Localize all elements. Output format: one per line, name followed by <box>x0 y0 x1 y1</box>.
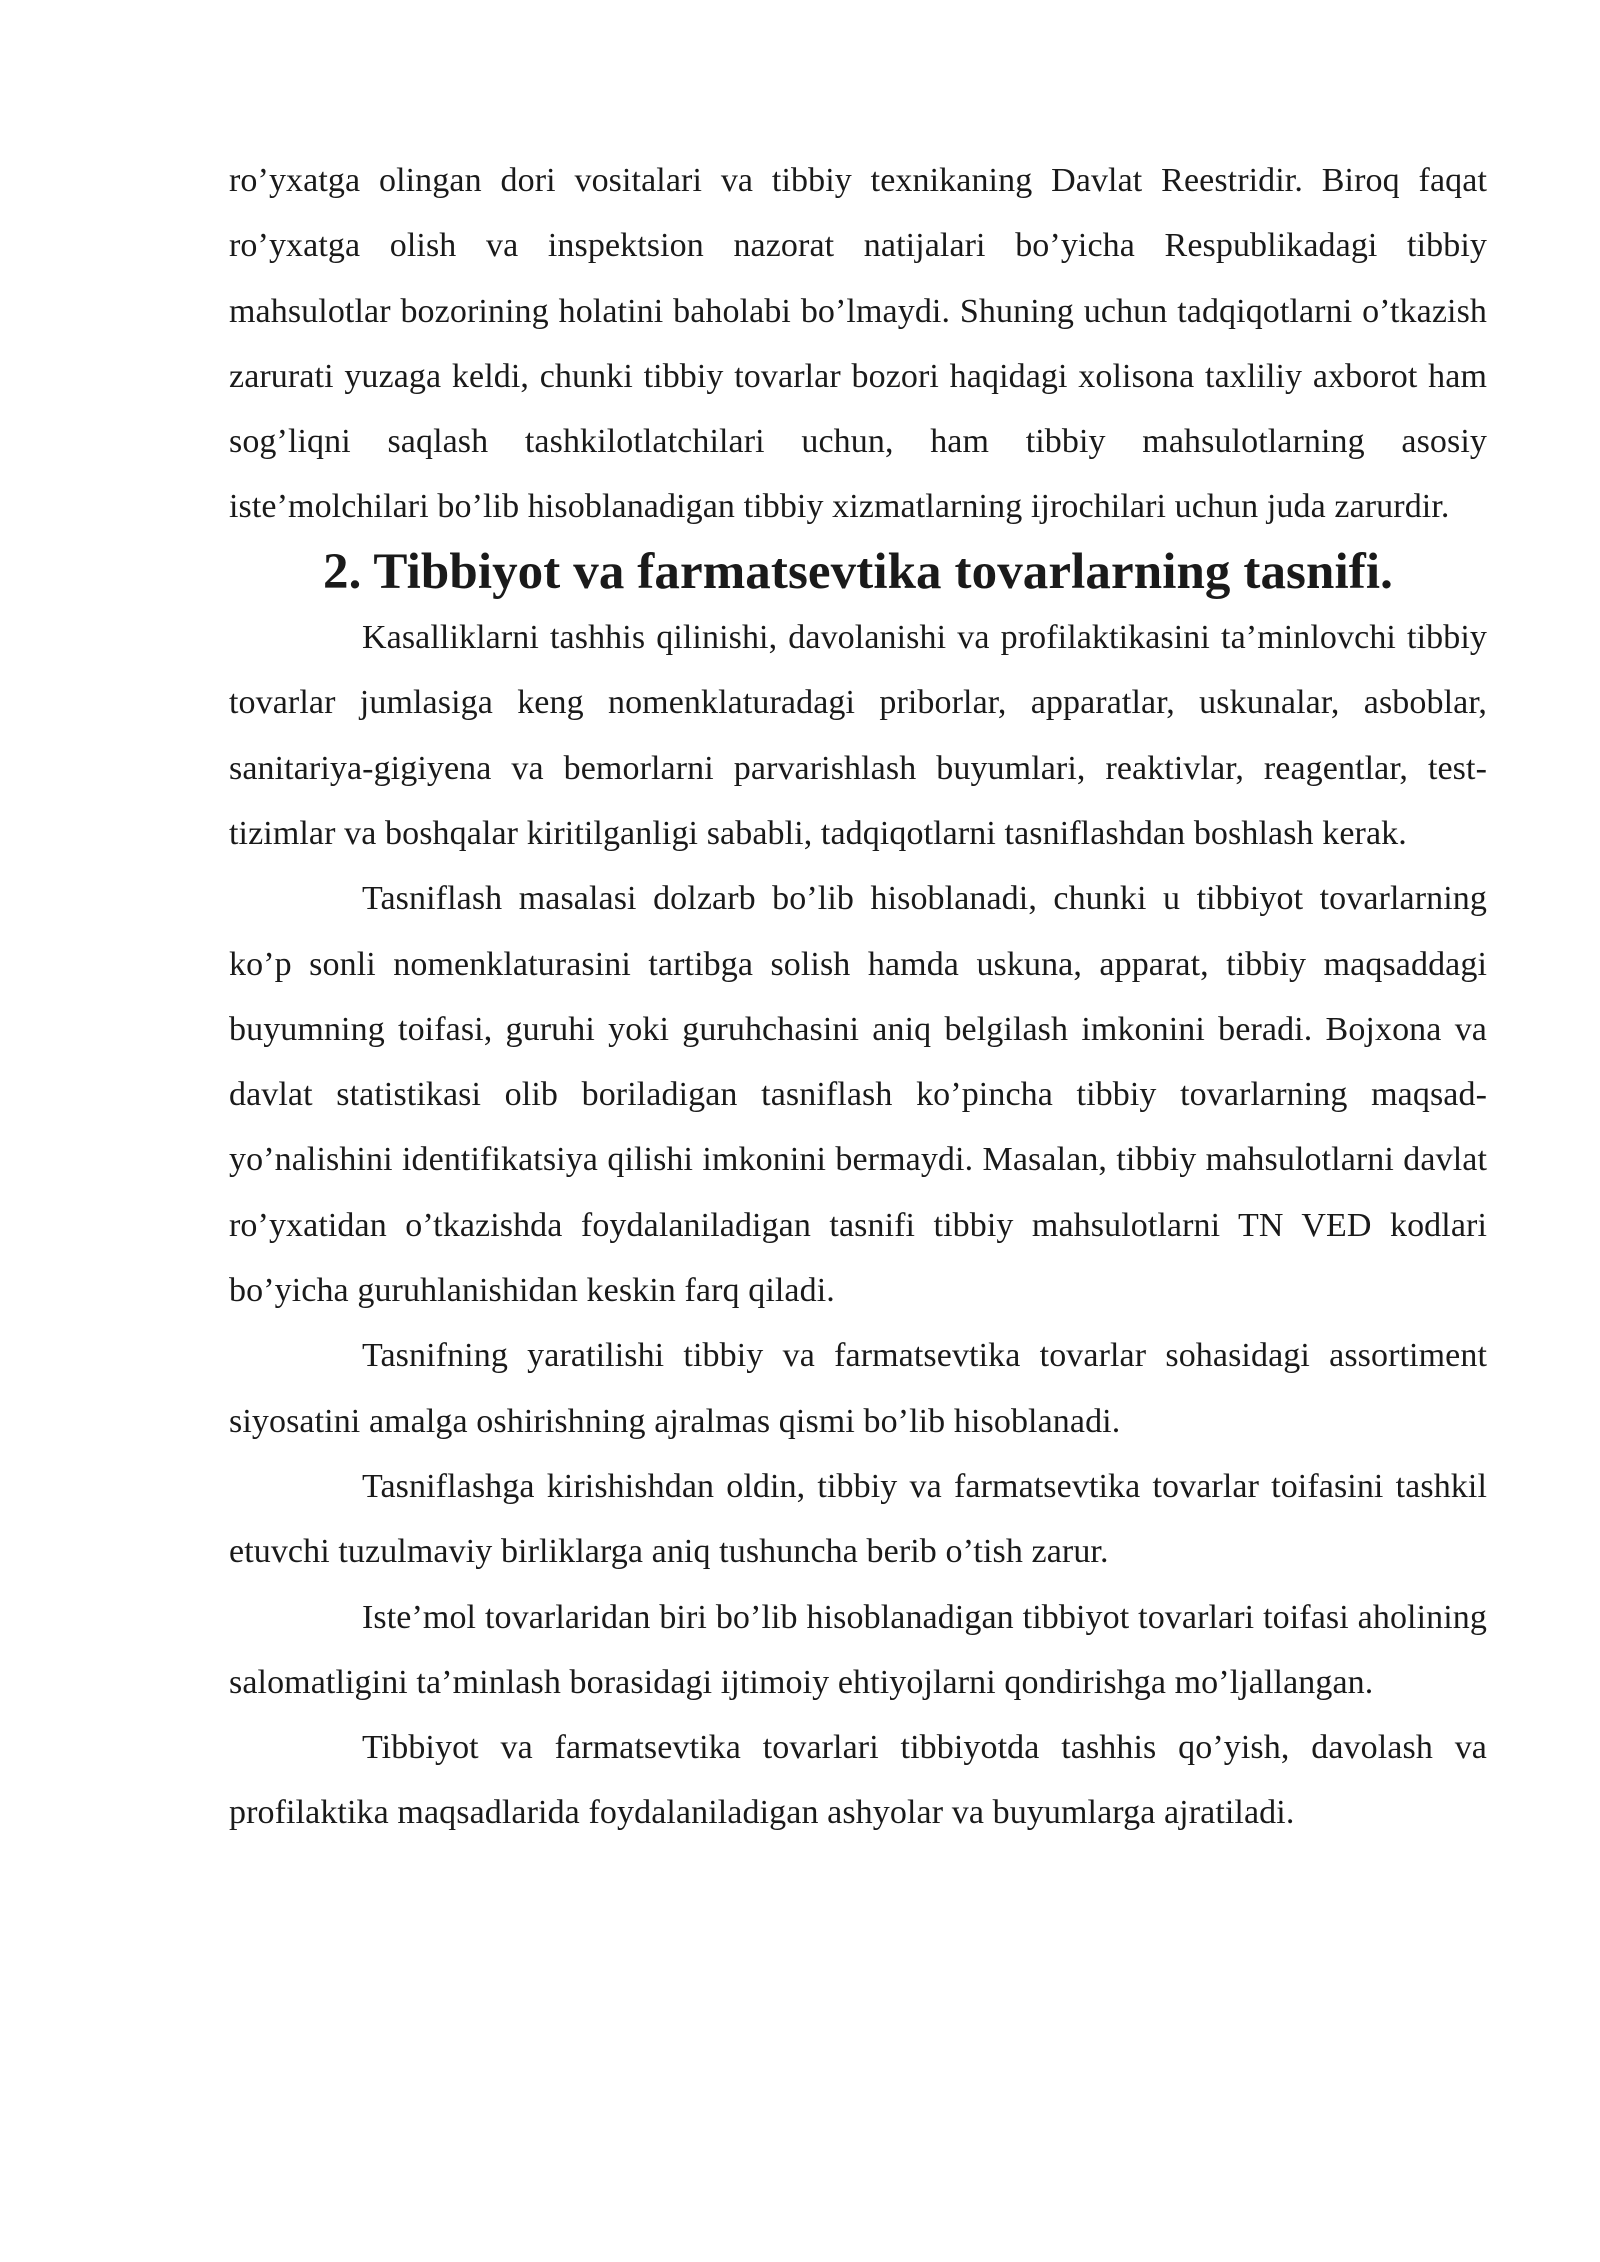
document-page <box>229 148 1487 1846</box>
paragraph-classification-creation: Tasnifning yaratilishi tibbiy va farmatsevtika tovarlar sohasidagi assortiment siyosatini amalga oshirishning ajralmas qismi bo’lib hisoblanadi. <box>229 1337 1487 1440</box>
section-heading: 2. Tibbiyot va farmatsevtika tovarlarning tasnifi. <box>323 543 1393 600</box>
paragraph-medical-goods: Kasalliklarni tashhis qilinishi, davolanishi va profilaktikasini ta’minlovchi tibbiy tovarlar jumlasiga keng nomenklaturadagi priborlar, apparatlar, uskunalar, asboblar, sanitariya-gigiyena va bemorlarni parvarishlash buyumlari, reaktivlar, reagentlar, test-tizimlar va boshqalar kiritilganligi sababli, tadqiqotlarni tasniflashdan boshlash kerak. <box>229 619 1487 852</box>
paragraph-consumer-goods: Iste’mol tovarlaridan biri bo’lib hisoblanadigan tibbiyot tovarlari toifasi aholining salomatligini ta’minlash borasidagi ijtimoiy ehtiyojlarni qondirishga mo’ljallangan. <box>229 1598 1487 1701</box>
paragraph-medical-pharma-goods: Tibbiyot va farmatsevtika tovarlari tibbiyotda tashhis qo’yish, davolash va profilaktika maqsadlarida foydalaniladigan ashyolar va buyumlarga ajratiladi. <box>229 1729 1487 1832</box>
paragraph-classification-task: Tasniflash masalasi dolzarb bo’lib hisoblanadi, chunki u tibbiyot tovarlarning ko’p sonli nomenklaturasini tartibga solish hamda uskuna, apparat, tibbiy maqsaddagi buyumning toifasi, guruhi yoki guruhchasini aniq belgilash imkonini beradi. Bojxona va davlat statistikasi olib boriladigan tasniflash ko’pincha tibbiy tovarlarning maqsad-yo’nalishini identifikatsiya qilishi imkonini bermaydi. Masalan, tibbiy mahsulotlarni davlat ro’yxatidan o’tkazishda foydalaniladigan tasnifi tibbiy mahsulotlarni TN VED kodlari bo’yicha guruhlanishidan keskin farq qiladi. <box>229 880 1487 1310</box>
paragraph-before-classification: Tasniflashga kirishishdan oldin, tibbiy va farmatsevtika tovarlar toifasini tashkil etuvchi tuzulmaviy birliklarga aniq tushuncha berib o’tish zarur. <box>229 1467 1487 1571</box>
paragraph-continued-intro: ro’yxatga olingan dori vositalari va tibbiy texnikaning Davlat Reestridir. Biroq faqat ro’yxatga olish va inspektsion nazorat natijalari bo’yicha Respublikadagi tibbiy mahsulotlar bozorining holatini baholabi bo’lmaydi. Shuning uchun tadqiqotlarni o’tkazish zarurati yuzaga keldi, chunki tibbiy tovarlar bozori haqidagi xolisona taxliliy axborot ham sog’liqni saqlash tashkilotlatchilari uchun, ham tibbiy mahsulotlarning asosiy iste’molchilari bo’lib hisoblanadigan tibbiy xizmatlarning ijrochilari uchun juda zarurdir. <box>229 162 1487 526</box>
